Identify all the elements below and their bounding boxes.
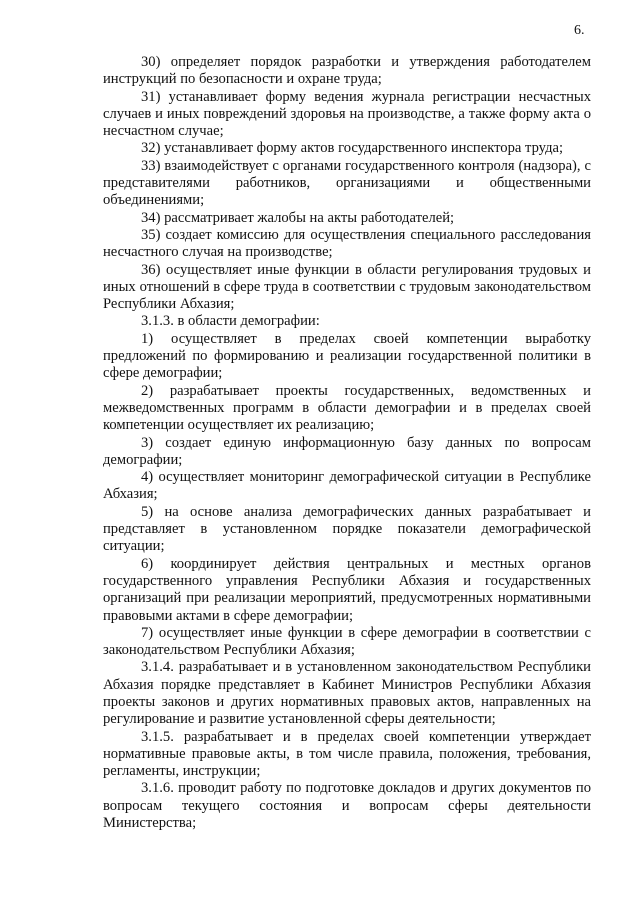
- page-number: 6.: [574, 23, 585, 38]
- section-3-1-6: 3.1.6. проводит работу по подготовке докладов и других документов по вопросам текущего состояния и вопросам сферы деятельности Министерства;: [103, 780, 591, 832]
- paragraph-item-33: 33) взаимодействует с органами государственного контроля (надзора), с представителями работников, организациями и общественными объединениями;: [103, 157, 591, 209]
- section-3-1-4: 3.1.4. разрабатывает и в установленном законодательством Республики Абхазия порядке представляет в Кабинет Министров Республики Абхазия проекты законов и других нормативных правовых актов, направленных на регулирование и развитие установленной сферы деятельности;: [103, 659, 591, 728]
- paragraph-demography-2: 2) разрабатывает проекты государственных, ведомственных и межведомственных программ в области демографии и в пределах своей компетенции осуществляет их реализацию;: [103, 382, 591, 434]
- section-3-1-5: 3.1.5. разрабатывает и в пределах своей компетенции утверждает нормативные правовые акты, в том числе правила, положения, требования, регламенты, инструкции;: [103, 728, 591, 780]
- paragraph-demography-7: 7) осуществляет иные функции в сфере демографии в соответствии с законодательством Республики Абхазия;: [103, 624, 591, 659]
- paragraph-item-36: 36) осуществляет иные функции в области регулирования трудовых и иных отношений в сфере труда в соответствии с трудовым законодательством Республики Абхазия;: [103, 261, 591, 313]
- paragraph-item-35: 35) создает комиссию для осуществления специального расследования несчастного случая на производстве;: [103, 226, 591, 261]
- paragraph-item-30: 30) определяет порядок разработки и утверждения работодателем инструкций по безопасности и охране труда;: [103, 54, 591, 88]
- paragraph-demography-3: 3) создает единую информационную базу данных по вопросам демографии;: [103, 434, 591, 468]
- paragraph-demography-1: 1) осуществляет в пределах своей компетенции выработку предложений по формированию и реализации государственной политики в сфере демографии;: [103, 330, 591, 382]
- paragraph-item-31: 31) устанавливает форму ведения журнала регистрации несчастных случаев и иных повреждений здоровья на производстве, а также форму акта о несчастном случае;: [103, 88, 591, 140]
- paragraph-demography-5: 5) на основе анализа демографических данных разрабатывает и представляет в установленном порядке показатели демографической ситуации;: [103, 503, 591, 555]
- paragraph-item-32: 32) устанавливает форму актов государственного инспектора труда;: [141, 140, 564, 157]
- document-body: [103, 54, 591, 832]
- paragraph-demography-4: 4) осуществляет мониторинг демографической ситуации в Республике Абхазия;: [103, 469, 591, 503]
- section-heading-3-1-3: 3.1.3. в области демографии:: [141, 313, 320, 330]
- paragraph-item-34: 34) рассматривает жалобы на акты работодателей;: [141, 209, 455, 226]
- paragraph-demography-6: 6) координирует действия центральных и местных органов государственного управления Республики Абхазия и государственных организаций при реализации мероприятий, предусмотренных нормативными правовыми актами в сфере демографии;: [103, 555, 591, 624]
